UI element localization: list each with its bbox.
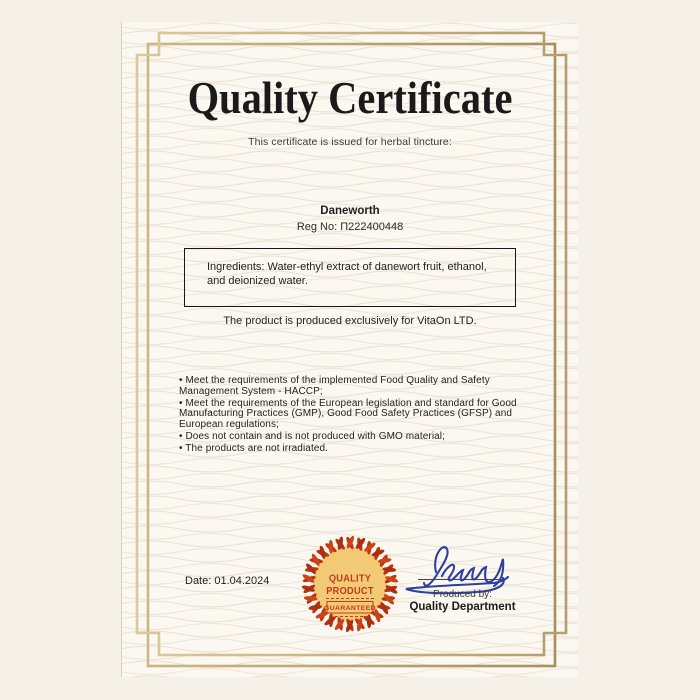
issue-date: Date: 01.04.2024 (185, 575, 270, 587)
produced-by-label: Produced by: (433, 589, 492, 600)
badge-line2: PRODUCT (326, 585, 374, 598)
certificate-title: Quality Certificate (187, 72, 513, 123)
requirement-item: • Meet the requirements of the implemented Food Quality and Safety Management System - HACCP; (179, 375, 490, 397)
certificate-subtitle: This certificate is issued for herbal tincture: (248, 136, 452, 148)
requirement-item: • Does not contain and is not produced with GMO material; (179, 430, 445, 442)
requirement-item: • The products are not irradiated. (179, 442, 329, 454)
registration-number: Reg No: П222400448 (296, 221, 404, 233)
requirements-list (179, 376, 517, 456)
product-name: Daneworth (320, 205, 380, 217)
badge-line1: QUALITY (328, 573, 372, 585)
requirement-item: • Meet the requirements of the European legislation and standard for Good Manufacturing Practices (GMP), Good Food Safety Practices (GFSP) and European regulations; (179, 397, 517, 431)
produced-by-department: Quality Department (409, 601, 516, 613)
exclusivity-statement: The product is produced exclusively for VitaOn LTD. (223, 315, 477, 327)
badge-line3: GUARANTEED (324, 605, 376, 612)
ingredients-box (184, 248, 516, 307)
quality-badge-seal (300, 534, 400, 634)
ingredients-text: Ingredients: Water-ethyl extract of danewort fruit, ethanol, and deionized water. (207, 261, 487, 287)
